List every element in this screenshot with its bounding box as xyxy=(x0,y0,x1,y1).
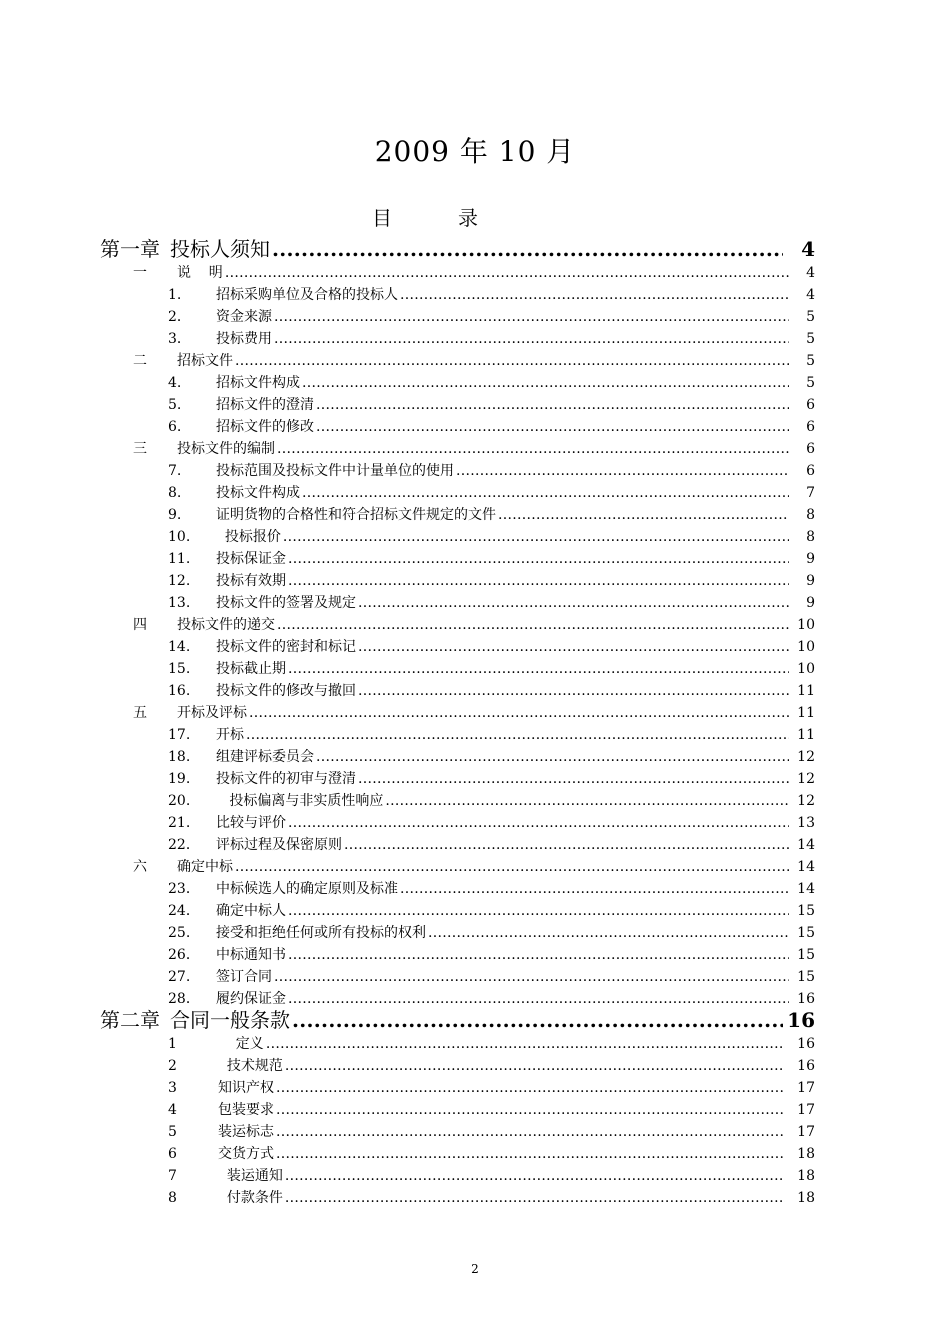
toc-entry-label: 招标文件的修改 xyxy=(216,419,314,435)
toc-entry-label: 评标过程及保密原则 xyxy=(216,837,342,853)
toc-entry-page: 6 xyxy=(806,397,815,413)
toc-entry-label: 包装要求 xyxy=(218,1102,274,1118)
toc-entry-page: 18 xyxy=(797,1190,815,1206)
toc-entry-page: 18 xyxy=(797,1146,815,1162)
toc-entry-number: 9. xyxy=(168,507,182,523)
toc-entry-page: 6 xyxy=(806,463,815,479)
toc-entry-label: 接受和拒绝任何或所有投标的权利 xyxy=(216,925,426,941)
toc-item[interactable] xyxy=(168,812,815,832)
toc-entry-label: 招标文件的澄清 xyxy=(216,397,314,413)
toc-dot-leader xyxy=(235,859,789,875)
toc-dot-leader xyxy=(288,903,789,919)
toc-dot-leader xyxy=(276,1080,785,1096)
toc-item[interactable] xyxy=(168,1055,815,1075)
toc-entry-number: 5 xyxy=(168,1124,177,1140)
toc-entry-label: 付款条件 xyxy=(218,1190,283,1206)
toc-entry-number: 2． xyxy=(168,309,191,325)
toc-entry-number: 8. xyxy=(168,485,182,501)
toc-entry-number: 7 xyxy=(168,1168,177,1184)
toc-entry-page: 10 xyxy=(797,661,815,677)
toc-entry-label: 投标范围及投标文件中计量单位的使用 xyxy=(216,463,454,479)
toc-entry-page: 11 xyxy=(797,705,815,721)
toc-dot-leader xyxy=(358,771,789,787)
toc-dot-leader xyxy=(288,573,789,589)
toc-item[interactable] xyxy=(168,416,815,436)
toc-chapter[interactable] xyxy=(100,233,815,262)
toc-entry-label: 开标及评标 xyxy=(177,705,247,721)
toc-entry-page: 5 xyxy=(806,309,815,325)
toc-dot-leader xyxy=(400,287,789,303)
toc-entry-number: 5. xyxy=(168,397,182,413)
toc-entry-label: 投标截止期 xyxy=(216,661,286,677)
toc-dot-leader xyxy=(276,1102,785,1118)
toc-dot-leader xyxy=(288,551,789,567)
toc-dot-leader xyxy=(249,705,789,721)
toc-title-right: 录 xyxy=(458,206,478,230)
toc-item[interactable] xyxy=(168,592,815,612)
toc-entry-page: 16 xyxy=(797,1036,815,1052)
toc-entry-page: 17 xyxy=(797,1102,815,1118)
toc-dot-leader xyxy=(316,749,789,765)
toc-item[interactable] xyxy=(168,1187,815,1207)
toc-item[interactable] xyxy=(168,834,815,854)
toc-entry-page: 11 xyxy=(797,683,815,699)
toc-entry-label: 招标采购单位及合格的投标人 xyxy=(216,287,398,303)
toc-item[interactable] xyxy=(168,900,815,920)
toc-dot-leader xyxy=(274,331,789,347)
toc-entry-label: 签订合同 xyxy=(216,969,272,985)
toc-item[interactable] xyxy=(168,526,815,546)
toc-item[interactable] xyxy=(168,680,815,700)
toc-dot-leader xyxy=(358,639,789,655)
toc-dot-leader xyxy=(302,485,789,501)
toc-entry-number: 27. xyxy=(168,969,191,985)
toc-item[interactable] xyxy=(168,790,815,810)
toc-dot-leader xyxy=(276,1146,785,1162)
toc-entry-page: 7 xyxy=(806,485,815,501)
toc-entry-number: 五 xyxy=(133,705,147,721)
toc-entry-label: 开标 xyxy=(216,727,244,743)
toc-section[interactable] xyxy=(133,856,815,876)
toc-dot-leader xyxy=(316,419,789,435)
toc-entry-label: 知识产权 xyxy=(218,1080,274,1096)
toc-entry-page: 14 xyxy=(797,859,815,875)
toc-entry-number: 20. xyxy=(168,793,191,809)
toc-item[interactable] xyxy=(168,570,815,590)
toc-entry-page: 10 xyxy=(797,639,815,655)
toc-dot-leader xyxy=(276,1124,785,1140)
toc-entry-page: 15 xyxy=(797,969,815,985)
toc-entry-page: 17 xyxy=(797,1124,815,1140)
toc-dot-leader xyxy=(288,947,789,963)
toc-dot-leader xyxy=(292,1008,783,1032)
toc-entry-number: 15. xyxy=(168,661,191,677)
toc-entry-label: 交货方式 xyxy=(218,1146,274,1162)
toc-item[interactable] xyxy=(168,1033,815,1053)
toc-dot-leader xyxy=(274,309,789,325)
toc-entry-page: 4 xyxy=(806,265,815,281)
toc-entry-label: 合同一般条款 xyxy=(170,1008,290,1032)
toc-item[interactable] xyxy=(168,1165,815,1185)
toc-dot-leader xyxy=(285,1058,785,1074)
toc-entry-page: 4 xyxy=(801,237,815,261)
toc-entry-number: 6. xyxy=(168,419,182,435)
toc-entry-label: 中标通知书 xyxy=(216,947,286,963)
toc-dot-leader xyxy=(246,727,789,743)
toc-entry-page: 8 xyxy=(806,507,815,523)
toc-entry-page: 16 xyxy=(797,991,815,1007)
toc-entry-label: 证明货物的合格性和符合招标文件规定的文件 xyxy=(216,507,496,523)
toc-entry-number: 三 xyxy=(133,441,147,457)
toc-dot-leader xyxy=(225,265,789,281)
toc-entry-number: 19. xyxy=(168,771,191,787)
toc-item[interactable] xyxy=(168,658,815,678)
toc-dot-leader xyxy=(283,529,789,545)
toc-entry-number: 1 xyxy=(168,1036,177,1052)
toc-entry-label: 投标文件的编制 xyxy=(177,441,275,457)
toc-dot-leader xyxy=(498,507,789,523)
toc-entry-number: 1. xyxy=(168,287,182,303)
toc-item[interactable] xyxy=(168,482,815,502)
toc-entry-label: 装运通知 xyxy=(218,1168,283,1184)
toc-entry-number: 11. xyxy=(168,551,191,567)
toc-dot-leader xyxy=(344,837,789,853)
toc-dot-leader xyxy=(274,969,789,985)
toc-chapter[interactable] xyxy=(100,1004,815,1033)
toc-entry-label: 确定中标人 xyxy=(216,903,286,919)
toc-dot-leader xyxy=(266,1036,785,1052)
toc-item[interactable] xyxy=(168,504,815,524)
toc-item[interactable] xyxy=(168,966,815,986)
toc-section[interactable] xyxy=(133,350,815,370)
toc-item[interactable] xyxy=(168,746,815,766)
toc-entry-label: 确定中标 xyxy=(177,859,233,875)
toc-entry-label: 资金来源 xyxy=(216,309,272,325)
toc-dot-leader xyxy=(385,793,789,809)
toc-entry-page: 12 xyxy=(797,793,815,809)
toc-item[interactable] xyxy=(168,328,815,348)
toc-item[interactable] xyxy=(168,922,815,942)
toc-dot-leader xyxy=(400,881,789,897)
toc-entry-label: 投标文件的递交 xyxy=(177,617,275,633)
toc-entry-number: 23． xyxy=(168,881,200,897)
toc-entry-number: 8 xyxy=(168,1190,177,1206)
toc-entry-number: 14. xyxy=(168,639,191,655)
toc-item[interactable] xyxy=(168,1077,815,1097)
toc-section[interactable] xyxy=(133,438,815,458)
toc-entry-page: 4 xyxy=(806,287,815,303)
toc-entry-label: 招标文件构成 xyxy=(216,375,300,391)
toc-dot-leader xyxy=(316,397,789,413)
toc-item[interactable] xyxy=(168,460,815,480)
toc-entry-page: 18 xyxy=(797,1168,815,1184)
toc-entry-number: 28． xyxy=(168,991,200,1007)
toc-dot-leader xyxy=(288,815,789,831)
toc-item[interactable] xyxy=(168,636,815,656)
toc-dot-leader xyxy=(277,441,789,457)
toc-item[interactable] xyxy=(168,944,815,964)
date-line: 2009 年 10 月 xyxy=(374,135,576,168)
toc-entry-label: 投标文件的初审与澄清 xyxy=(216,771,356,787)
toc-entry-label: 投标文件构成 xyxy=(216,485,300,501)
toc-item[interactable] xyxy=(168,1121,815,1141)
toc-dot-leader xyxy=(358,683,789,699)
toc-dot-leader xyxy=(277,617,789,633)
toc-entry-page: 6 xyxy=(806,441,815,457)
toc-dot-leader xyxy=(428,925,789,941)
toc-dot-leader xyxy=(302,375,789,391)
toc-entry-number: 25. xyxy=(168,925,191,941)
toc-entry-number: 3 xyxy=(168,1080,177,1096)
toc-entry-label: 招标文件 xyxy=(177,353,233,369)
toc-entry-page: 17 xyxy=(797,1080,815,1096)
toc-item[interactable] xyxy=(168,548,815,568)
toc-entry-number: 二 xyxy=(133,353,147,369)
toc-dot-leader xyxy=(456,463,789,479)
toc-section[interactable] xyxy=(133,614,815,634)
toc-entry-label: 投标偏离与非实质性响应 xyxy=(216,793,384,809)
toc-item[interactable] xyxy=(168,724,815,744)
toc-entry-label: 组建评标委员会 xyxy=(216,749,314,765)
toc-entry-page: 13 xyxy=(797,815,815,831)
toc-entry-number: 六 xyxy=(133,859,147,875)
toc-entry-number: 4. xyxy=(168,375,182,391)
toc-entry-page: 10 xyxy=(797,617,815,633)
toc-entry-label: 投标文件的修改与撤回 xyxy=(216,683,356,699)
toc-entry-page: 9 xyxy=(806,573,815,589)
toc-entry-number: 第一章 xyxy=(100,237,160,261)
toc-item[interactable] xyxy=(168,306,815,326)
toc-entry-page: 5 xyxy=(806,331,815,347)
toc-entry-page: 14 xyxy=(797,837,815,853)
toc-entry-number: 22． xyxy=(168,837,200,853)
toc-entry-number: 21. xyxy=(168,815,191,831)
toc-entry-label: 投标文件的签署及规定 xyxy=(216,595,356,611)
toc-entry-number: 四 xyxy=(133,617,147,633)
toc-entry-label: 投标保证金 xyxy=(216,551,286,567)
toc-entry-number: 7. xyxy=(168,463,182,479)
toc-entry-label: 说 明 xyxy=(177,265,223,281)
toc-entry-number: 6 xyxy=(168,1146,177,1162)
toc-dot-leader xyxy=(235,353,789,369)
toc-dot-leader xyxy=(285,1168,785,1184)
toc-entry-label: 技术规范 xyxy=(218,1058,283,1074)
toc-entry-label: 中标候选人的确定原则及标准 xyxy=(216,881,398,897)
toc-entry-page: 14 xyxy=(797,881,815,897)
toc-entry-page: 11 xyxy=(797,727,815,743)
toc-entry-number: 24． xyxy=(168,903,200,919)
toc-entry-page: 8 xyxy=(806,529,815,545)
toc-title-left: 目 xyxy=(372,206,392,230)
toc-item[interactable] xyxy=(168,372,815,392)
toc-entry-number: 第二章 xyxy=(100,1008,160,1032)
toc-title xyxy=(372,202,478,231)
toc-item[interactable] xyxy=(168,284,815,304)
toc-entry-page: 16 xyxy=(787,1008,815,1032)
toc-item[interactable] xyxy=(168,1143,815,1163)
toc-dot-leader xyxy=(285,1190,785,1206)
toc-section[interactable] xyxy=(133,702,815,722)
toc-entry-label: 投标有效期 xyxy=(216,573,286,589)
toc-entry-page: 15 xyxy=(797,925,815,941)
toc-dot-leader xyxy=(358,595,789,611)
toc-section[interactable] xyxy=(133,262,815,282)
toc-entry-number: 一 xyxy=(133,265,147,281)
toc-entry-label: 装运标志 xyxy=(218,1124,274,1140)
toc-entry-number: 10. xyxy=(168,529,191,545)
toc-entry-page: 15 xyxy=(797,947,815,963)
toc-entry-number: 17. xyxy=(168,727,191,743)
toc-entry-number: 4 xyxy=(168,1102,177,1118)
toc-entry-label: 投标人须知 xyxy=(170,237,270,261)
toc-entry-label: 投标报价 xyxy=(216,529,281,545)
toc-entry-label: 定义 xyxy=(218,1036,264,1052)
toc-entry-label: 投标费用 xyxy=(216,331,272,347)
toc-dot-leader xyxy=(272,237,783,261)
toc-item[interactable] xyxy=(168,768,815,788)
toc-entry-page: 12 xyxy=(797,749,815,765)
toc-item[interactable] xyxy=(168,878,815,898)
toc-entry-number: 12. xyxy=(168,573,191,589)
toc-entry-label: 比较与评价 xyxy=(216,815,286,831)
toc-entry-number: 16. xyxy=(168,683,191,699)
toc-entry-page: 6 xyxy=(806,419,815,435)
toc-entry-number: 18. xyxy=(168,749,191,765)
toc-item[interactable] xyxy=(168,1099,815,1119)
page-number: 2 xyxy=(471,1262,479,1276)
toc-entry-label: 投标文件的密封和标记 xyxy=(216,639,356,655)
toc-entry-number: 3． xyxy=(168,331,191,347)
toc-entry-page: 12 xyxy=(797,771,815,787)
toc-dot-leader xyxy=(288,661,789,677)
toc-entry-page: 5 xyxy=(806,353,815,369)
toc-entry-page: 16 xyxy=(797,1058,815,1074)
toc-entry-number: 2 xyxy=(168,1058,177,1074)
toc-entry-page: 5 xyxy=(806,375,815,391)
toc-entry-page: 9 xyxy=(806,551,815,567)
toc-entry-page: 9 xyxy=(806,595,815,611)
toc-entry-page: 15 xyxy=(797,903,815,919)
toc-entry-number: 26． xyxy=(168,947,200,963)
toc-entry-label: 履约保证金 xyxy=(216,991,286,1007)
toc-entry-number: 13. xyxy=(168,595,191,611)
toc-item[interactable] xyxy=(168,394,815,414)
